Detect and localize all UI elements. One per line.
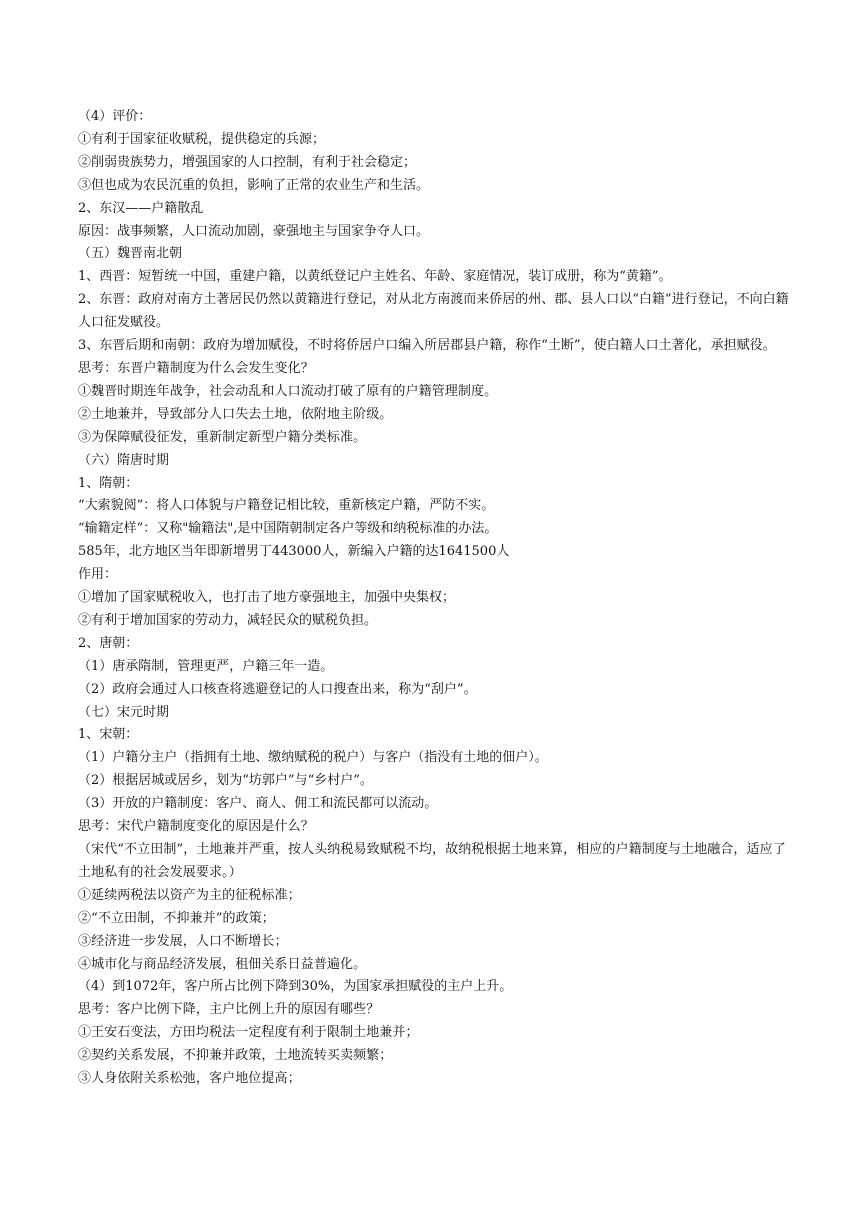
- text-paragraph: 1、西晋：短暂统一中国，重建户籍，以黄纸登记户主姓名、年龄、家庭情况，装订成册，称为“黄籍”。: [78, 269, 672, 285]
- thought-paragraph: ③人身依附关系松弛，客户地位提高；: [78, 1071, 301, 1087]
- text-paragraph: （2）根据居城或居乡，划为“坊郭户”与“乡村户”。: [78, 773, 373, 789]
- text-paragraph: 3、东晋后期和南朝：政府为增加赋役，不时将侨居户口编入所居郡县户籍，称作“土断”，使白籍人口土著化，承担赋役。: [78, 338, 776, 354]
- text-paragraph: ②有利于增加国家的劳动力，减轻民众的赋税负担。: [78, 612, 378, 628]
- thought-paragraph: ②“不立田制，不抑兼并”的政策；: [78, 910, 275, 926]
- thought-paragraph: ④城市化与商品经济发展，租佃关系日益普遍化。: [78, 956, 367, 972]
- text-paragraph: （4）到1072年，客户所占比例下降到30%，为国家承担赋役的主户上升。: [78, 979, 513, 995]
- text-paragraph: （七）宋元时期: [78, 704, 170, 720]
- text-paragraph: 2、东汉——户籍散乱: [78, 200, 204, 216]
- text-paragraph: （六）隋唐时期: [78, 452, 170, 468]
- thought-paragraph: ①魏晋时期连年战争，社会动乱和人口流动打破了原有的户籍管理制度。: [78, 383, 498, 399]
- text-paragraph: 作用：: [78, 567, 118, 583]
- text-paragraph: 2、唐朝：: [78, 635, 139, 651]
- text-paragraph: ②削弱贵族势力，增强国家的人口控制，有利于社会稳定；: [78, 154, 417, 170]
- text-paragraph: “输籍定样”：又称"输籍法",是中国隋朝制定各户等级和纳税标准的办法。: [78, 521, 498, 537]
- text-paragraph: （2）政府会通过人口核查将逃避登记的人口搜查出来，称为“刮户”。: [78, 681, 477, 697]
- thought-paragraph: ②土地兼并，导致部分人口失去土地，依附地主阶级。: [78, 406, 393, 422]
- thought-paragraph: ③经济进一步发展，人口不断增长；: [78, 933, 288, 949]
- text-paragraph: （1）唐承隋制，管理更严，户籍三年一造。: [78, 658, 334, 674]
- text-paragraph: （4）评价：: [78, 109, 152, 124]
- text-paragraph: 1、隋朝：: [78, 475, 139, 491]
- thought-paragraph: 思考：客户比例下降，主户比例上升的原因有哪些？: [78, 1002, 380, 1018]
- text-paragraph: ①增加了国家赋税收入，也打击了地方豪强地主，加强中央集权；: [78, 590, 456, 606]
- thought-paragraph: （宋代“不立田制”，土地兼并严重，按人头纳税易致赋税不均，故纳税根据土地来算，相应的户籍制度与土地融合，适应了土地私有的社会发展要求。）: [78, 842, 786, 880]
- thought-paragraph: ②契约关系发展，不抑兼并政策，土地流转买卖频繁；: [78, 1048, 393, 1064]
- thought-paragraph: ①延续两税法以资产为主的征税标准；: [78, 887, 301, 903]
- document-body: [78, 106, 790, 1091]
- text-paragraph: ①有利于国家征收赋税，提供稳定的兵源；: [78, 131, 326, 147]
- text-paragraph: （五）魏晋南北朝: [78, 246, 183, 262]
- text-paragraph: 2、东晋：政府对南方土著居民仍然以黄籍进行登记，对从北方南渡而来侨居的州、郡、县人口以“白籍”进行登记，不向白籍人口征发赋役。: [78, 292, 789, 331]
- text-paragraph: 原因：战事频繁，人口流动加剧，豪强地主与国家争夺人口。: [78, 223, 430, 239]
- thought-paragraph: 思考：东晋户籍制度为什么会发生变化？: [78, 360, 314, 376]
- thought-paragraph: ①王安石变法，方田均税法一定程度有利于限制土地兼并；: [78, 1025, 419, 1041]
- text-paragraph: “大索貌阅”：将人口体貌与户籍登记相比较，重新核定户籍，严防不实。: [78, 498, 495, 514]
- thought-paragraph: ③为保障赋役征发，重新制定新型户籍分类标准。: [78, 429, 367, 445]
- text-paragraph: 1、宋朝：: [78, 727, 139, 743]
- text-paragraph: （3）开放的户籍制度：客户、商人、佣工和流民都可以流动。: [78, 796, 438, 812]
- text-paragraph: 585年，北方地区当年即新增男丁443000人，新编入户籍的达1641500人: [78, 544, 510, 560]
- thought-paragraph: 思考：宋代户籍制度变化的原因是什么？: [78, 819, 314, 835]
- text-paragraph: ③但也成为农民沉重的负担，影响了正常的农业生产和生活。: [78, 177, 430, 193]
- text-paragraph: （1）户籍分主户（指拥有土地、缴纳赋税的税户）与客户（指没有土地的佃户）。: [78, 750, 548, 766]
